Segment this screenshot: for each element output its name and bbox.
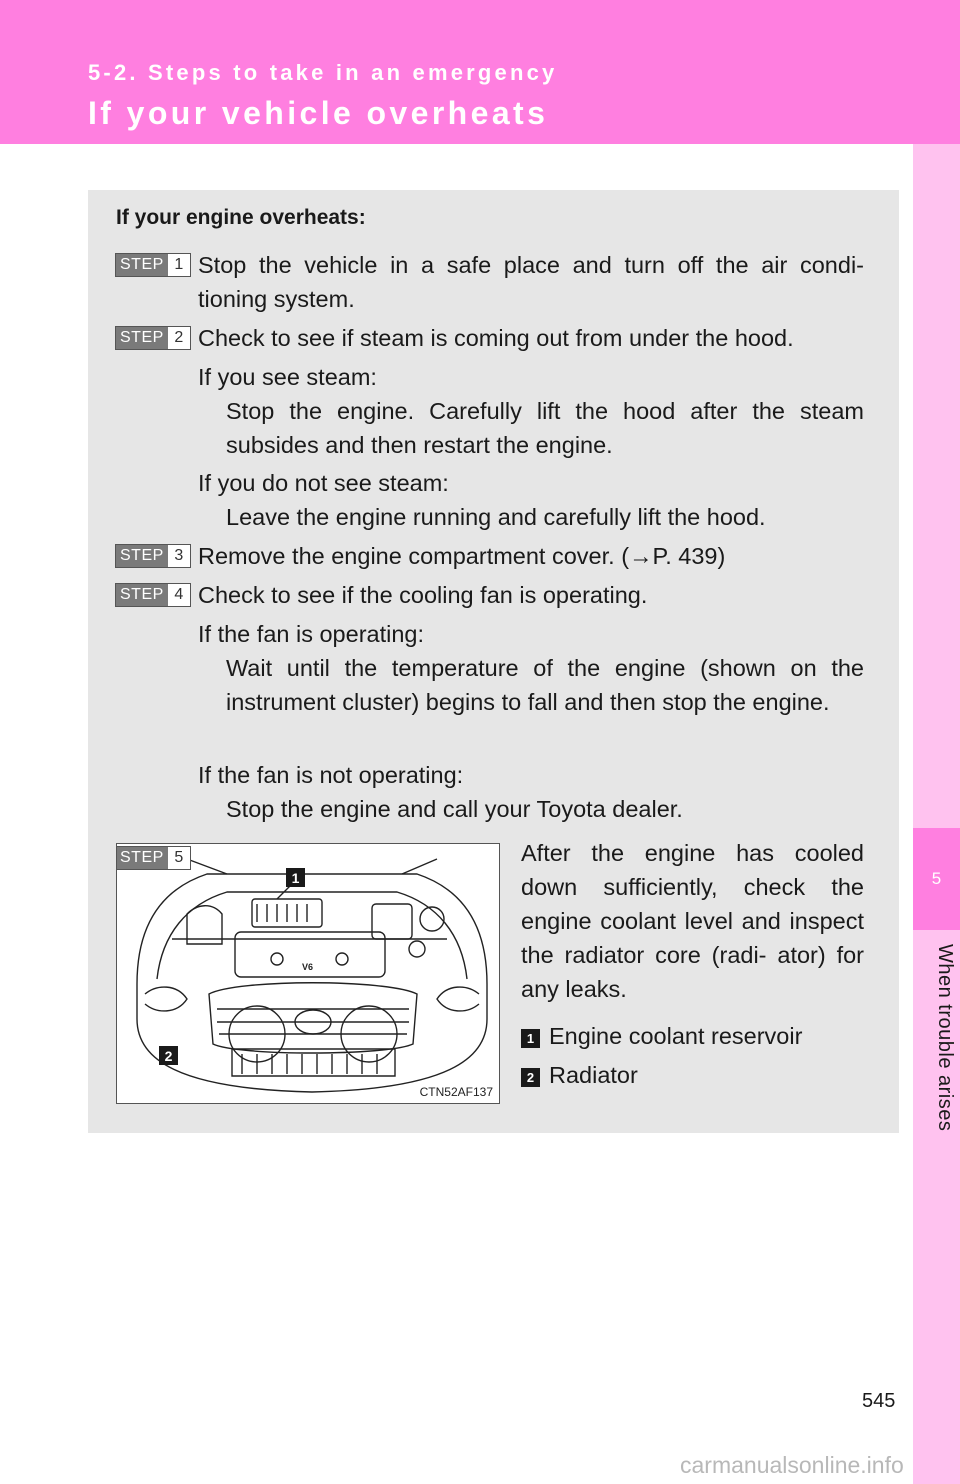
step-word: STEP: [116, 847, 168, 869]
step-number: 5: [168, 847, 190, 869]
chapter-tab[interactable]: 5: [913, 828, 960, 930]
case-action: Stop the engine and call your Toyota dealer.: [226, 796, 683, 822]
legend-label: Radiator: [549, 1062, 638, 1088]
step-badge: [115, 326, 191, 350]
callout-1: 1: [286, 868, 305, 887]
page-number: 545: [862, 1390, 896, 1412]
step-text: Stop the vehicle in a safe place and turn off the air condi- tioning system.: [198, 252, 864, 312]
engine-badge: V6: [302, 962, 314, 972]
chapter-title: When trouble arises: [934, 944, 956, 1132]
watermark: carmanualsonline.info: [680, 1452, 904, 1478]
section-heading: If your engine overheats:: [116, 206, 366, 229]
legend-label: Engine coolant reservoir: [549, 1023, 803, 1049]
step-badge: [115, 583, 191, 607]
step-number: 2: [168, 327, 190, 349]
case-action: Leave the engine running and carefully lift the hood.: [226, 504, 766, 530]
legend-marker-1: 1: [521, 1029, 540, 1048]
case-action: Stop the engine. Carefully lift the hood after the steam subsides and then restart the engine.: [226, 398, 864, 458]
case-condition: If you do not see steam:: [198, 470, 449, 496]
step-badge: [115, 253, 191, 277]
case-condition: If the fan is operating:: [198, 621, 425, 647]
engine-figure: [116, 843, 500, 1104]
step-text: Check to see if steam is coming out from under the hood.: [198, 325, 794, 351]
step-badge: [116, 846, 191, 870]
section-label: 5-2. Steps to take in an emergency: [88, 60, 558, 85]
step-number: 3: [168, 545, 190, 567]
case-condition: If the fan is not operating:: [198, 762, 464, 788]
step-word: STEP: [116, 545, 168, 567]
step-badge: [115, 544, 191, 568]
side-strip: [913, 144, 960, 1484]
step-text: Remove the engine compartment cover. (→P. 439): [198, 543, 726, 569]
step-text: Check to see if the cooling fan is operating.: [198, 582, 648, 608]
engine-bay-illustration: [117, 844, 500, 1104]
step-number: 1: [168, 254, 190, 276]
case-action: Wait until the temperature of the engine (shown on the instrument cluster) begins to fall and then stop the engine.: [226, 655, 864, 715]
step-word: STEP: [116, 327, 168, 349]
case-condition: If you see steam:: [198, 364, 377, 390]
callout-2: 2: [159, 1046, 178, 1065]
figure-code: CTN52AF137: [419, 1085, 493, 1099]
step-word: STEP: [116, 254, 168, 276]
legend-marker-2: 2: [521, 1068, 540, 1087]
page-title: If your vehicle overheats: [88, 95, 549, 131]
step-number: 4: [168, 584, 190, 606]
step-word: STEP: [116, 584, 168, 606]
step-text: After the engine has cooled down sufficiently, check the engine coolant level and inspect the radiator core (radi- ator) for any leaks.: [521, 840, 864, 1002]
